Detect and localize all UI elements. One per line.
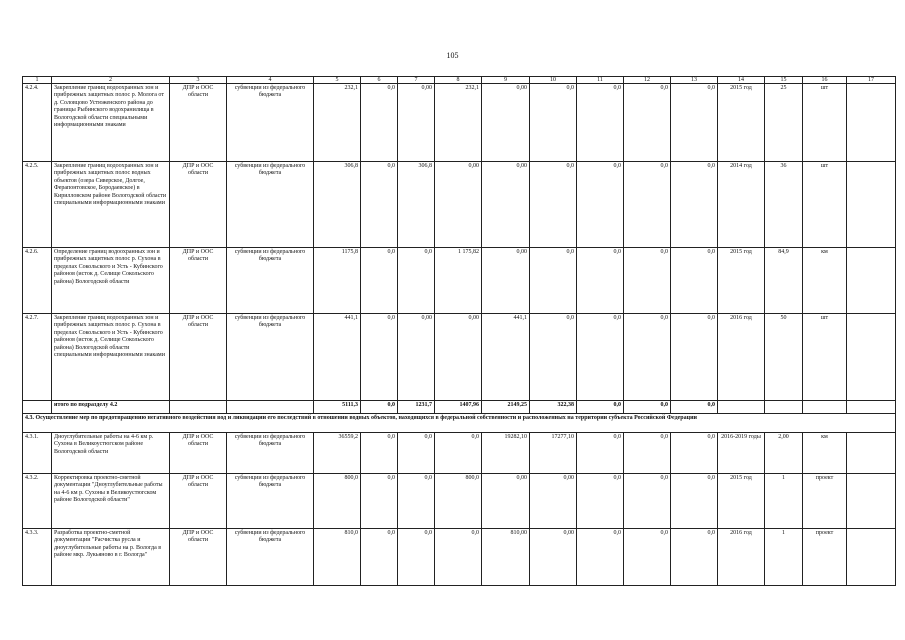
row-unit: км <box>803 248 847 314</box>
row-value: 1175,8 <box>314 248 361 314</box>
subtotal-value: 5111,3 <box>314 401 361 414</box>
row-id: 4.2.4. <box>23 84 52 162</box>
row-value: 0,0 <box>577 248 624 314</box>
row-source: субвенции из федерального бюджета <box>227 314 314 401</box>
row-value: 0,0 <box>671 84 718 162</box>
subtotal-value: 0,0 <box>671 401 718 414</box>
row-value: 0,0 <box>577 474 624 529</box>
row-value: 810,00 <box>482 529 530 586</box>
program-table <box>22 76 896 586</box>
header-cell: 6 <box>361 77 398 84</box>
row-id: 4.3.2. <box>23 474 52 529</box>
table-row <box>23 474 896 529</box>
row-executor: ДПР и ООС области <box>170 314 227 401</box>
row-id: 4.2.5. <box>23 162 52 248</box>
row-value: 0,00 <box>398 314 435 401</box>
row-value: 800,0 <box>435 474 482 529</box>
row-value: 0,0 <box>398 529 435 586</box>
row-value: 0,0 <box>577 84 624 162</box>
row-value: 0,0 <box>624 433 671 474</box>
row-value: 0,0 <box>577 433 624 474</box>
row-value: 0,00 <box>398 84 435 162</box>
row-value: 0,00 <box>530 529 577 586</box>
table-row <box>23 162 896 248</box>
subtotal-value: 2149,25 <box>482 401 530 414</box>
header-cell: 9 <box>482 77 530 84</box>
table-row <box>23 248 896 314</box>
row-value: 0,0 <box>577 162 624 248</box>
row-value: 0,00 <box>482 84 530 162</box>
row-value: 0,0 <box>530 84 577 162</box>
subtotal-value: 0,0 <box>624 401 671 414</box>
row-value: 232,1 <box>314 84 361 162</box>
row-id: 4.3.1. <box>23 433 52 474</box>
row-executor: ДПР и ООС области <box>170 433 227 474</box>
page-number: 105 <box>446 51 459 60</box>
header-cell: 1 <box>23 77 52 84</box>
row-source: субвенции из федерального бюджета <box>227 248 314 314</box>
subtotal-empty <box>803 401 847 414</box>
row-quantity: 84,9 <box>765 248 803 314</box>
row-value: 441,1 <box>482 314 530 401</box>
row-value: 36559,2 <box>314 433 361 474</box>
row-description: Закрепление границ водоохранных зон и прибрежных защитных полос водных объектов (озера Сиверское, Долгое, Ферапонтовское, Бородаевское) в Кирилловском районе Вологодской области специальными информационными знаками <box>52 162 170 248</box>
row-value: 0,00 <box>435 162 482 248</box>
row-unit: км <box>803 433 847 474</box>
row-unit: шт <box>803 84 847 162</box>
row-extra <box>847 433 896 474</box>
header-cell: 10 <box>530 77 577 84</box>
header-cell: 15 <box>765 77 803 84</box>
row-value: 0,0 <box>671 162 718 248</box>
subtotal-empty <box>227 401 314 414</box>
row-executor: ДПР и ООС области <box>170 162 227 248</box>
table-row <box>23 84 896 162</box>
header-cell: 8 <box>435 77 482 84</box>
row-unit: шт <box>803 314 847 401</box>
row-description: Закрепление границ водоохранных зон и прибрежных защитных полос р. Сухона в пределах Сокольского и Усть - Кубинского районов (исток д. Селище Сокольского района) Вологодской области специальными информационными знаками <box>52 314 170 401</box>
row-value: 0,0 <box>530 248 577 314</box>
row-quantity: 25 <box>765 84 803 162</box>
header-cell: 13 <box>671 77 718 84</box>
header-cell: 17 <box>847 77 896 84</box>
subtotal-empty <box>718 401 765 414</box>
row-period: 2014 год <box>718 162 765 248</box>
subtotal-value: 322,38 <box>530 401 577 414</box>
row-id: 4.3.3. <box>23 529 52 586</box>
row-value: 0,0 <box>624 529 671 586</box>
row-description: Определение границ водоохранных зон и прибрежных защитных полос р. Сухона в пределах Сокольского и Усть - Кубинского районов (исток д. Селище Сокольского района) Вологодской области <box>52 248 170 314</box>
header-cell: 16 <box>803 77 847 84</box>
row-value: 232,1 <box>435 84 482 162</box>
row-value: 0,00 <box>482 162 530 248</box>
row-quantity: 1 <box>765 529 803 586</box>
row-value: 0,0 <box>671 433 718 474</box>
row-source: субвенции из федерального бюджета <box>227 474 314 529</box>
row-value: 19282,10 <box>482 433 530 474</box>
table-row <box>23 529 896 586</box>
row-id: 4.2.6. <box>23 248 52 314</box>
row-source: субвенции из федерального бюджета <box>227 162 314 248</box>
row-value: 0,00 <box>435 314 482 401</box>
row-period: 2016 год <box>718 529 765 586</box>
row-extra <box>847 474 896 529</box>
row-value: 0,00 <box>530 474 577 529</box>
row-source: субвенции из федерального бюджета <box>227 84 314 162</box>
row-value: 0,0 <box>671 474 718 529</box>
row-period: 2016 год <box>718 314 765 401</box>
row-id: 4.2.7. <box>23 314 52 401</box>
row-value: 0,0 <box>577 314 624 401</box>
row-value: 306,8 <box>314 162 361 248</box>
header-cell: 12 <box>624 77 671 84</box>
row-period: 2015 год <box>718 474 765 529</box>
row-value: 0,0 <box>361 162 398 248</box>
header-cell: 3 <box>170 77 227 84</box>
subtotal-value: 0,0 <box>361 401 398 414</box>
subtotal-value: 1231,7 <box>398 401 435 414</box>
row-value: 0,0 <box>671 248 718 314</box>
row-value: 0,0 <box>530 314 577 401</box>
row-value: 0,0 <box>624 314 671 401</box>
table-row <box>23 314 896 401</box>
header-cell: 4 <box>227 77 314 84</box>
row-quantity: 50 <box>765 314 803 401</box>
row-executor: ДПР и ООС области <box>170 474 227 529</box>
row-value: 0,0 <box>361 433 398 474</box>
row-value: 0,0 <box>435 529 482 586</box>
row-period: 2015 год <box>718 84 765 162</box>
header-cell: 14 <box>718 77 765 84</box>
header-cell: 2 <box>52 77 170 84</box>
row-source: субвенции из федерального бюджета <box>227 529 314 586</box>
row-value: 441,1 <box>314 314 361 401</box>
row-unit: проект <box>803 474 847 529</box>
header-row <box>23 77 896 84</box>
subtotal-id <box>23 401 52 414</box>
subtotal-empty <box>765 401 803 414</box>
row-value: 0,0 <box>671 529 718 586</box>
header-cell: 7 <box>398 77 435 84</box>
row-value: 800,0 <box>314 474 361 529</box>
row-executor: ДПР и ООС области <box>170 248 227 314</box>
row-value: 0,0 <box>435 433 482 474</box>
subtotal-value: 0,0 <box>577 401 624 414</box>
row-quantity: 36 <box>765 162 803 248</box>
row-executor: ДПР и ООС области <box>170 529 227 586</box>
row-description: Разработка проектно-сметной документации "Расчистка русла и дноуглубительные работы на р. Вологда в районе мкр. Лукьяново в г. Вологда" <box>52 529 170 586</box>
row-extra <box>847 162 896 248</box>
subtotal-empty <box>170 401 227 414</box>
row-value: 0,0 <box>361 314 398 401</box>
row-executor: ДПР и ООС области <box>170 84 227 162</box>
row-value: 0,00 <box>482 248 530 314</box>
row-period: 2015 год <box>718 248 765 314</box>
row-extra <box>847 84 896 162</box>
row-description: Корректировка проектно-сметной документации "Дноуглубительные работы на 4-6 км р. Сухоны в Великоустюгском районе Вологодской области" <box>52 474 170 529</box>
row-value: 1 175,82 <box>435 248 482 314</box>
row-extra <box>847 314 896 401</box>
row-value: 0,0 <box>530 162 577 248</box>
row-value: 0,0 <box>624 162 671 248</box>
row-description: Дноуглубительные работы на 4-6 км р. Сухона в Великоустюгском районе Вологодской области <box>52 433 170 474</box>
row-value: 0,0 <box>398 474 435 529</box>
subtotal-label: итого по подразделу 4.2 <box>52 401 170 414</box>
row-value: 0,0 <box>624 248 671 314</box>
subtotal-row <box>23 401 896 414</box>
row-source: субвенции из федерального бюджета <box>227 433 314 474</box>
row-value: 0,0 <box>624 474 671 529</box>
row-value: 306,8 <box>398 162 435 248</box>
subtotal-empty <box>847 401 896 414</box>
row-unit: шт <box>803 162 847 248</box>
row-value: 0,0 <box>361 474 398 529</box>
row-value: 0,0 <box>671 314 718 401</box>
section-title: 4.3. Осуществление мер по предотвращению негативного воздействия вод и ликвидации его последствий в отношении водных объектов, находящихся в федеральной собственности и расположенных на территории субъекта Российской Федерации <box>23 414 896 433</box>
row-period: 2016-2019 годы <box>718 433 765 474</box>
row-value: 0,0 <box>361 529 398 586</box>
row-value: 17277,10 <box>530 433 577 474</box>
subtotal-value: 1407,96 <box>435 401 482 414</box>
row-unit: проект <box>803 529 847 586</box>
table-row <box>23 433 896 474</box>
header-cell: 11 <box>577 77 624 84</box>
header-cell: 5 <box>314 77 361 84</box>
row-quantity: 1 <box>765 474 803 529</box>
row-value: 0,0 <box>361 84 398 162</box>
row-value: 0,0 <box>577 529 624 586</box>
row-value: 0,0 <box>398 433 435 474</box>
row-quantity: 2,00 <box>765 433 803 474</box>
row-description: Закрепление границ водоохранных зон и прибрежных защитных полос р. Молога от д. Соловцово Устюженского района до границы Рыбинского водохранилища в Вологодской области специальными информационными знаками <box>52 84 170 162</box>
row-extra <box>847 529 896 586</box>
row-value: 810,0 <box>314 529 361 586</box>
row-value: 0,00 <box>482 474 530 529</box>
row-value: 0,0 <box>624 84 671 162</box>
section-row <box>23 414 896 433</box>
row-value: 0,0 <box>398 248 435 314</box>
row-value: 0,0 <box>361 248 398 314</box>
row-extra <box>847 248 896 314</box>
